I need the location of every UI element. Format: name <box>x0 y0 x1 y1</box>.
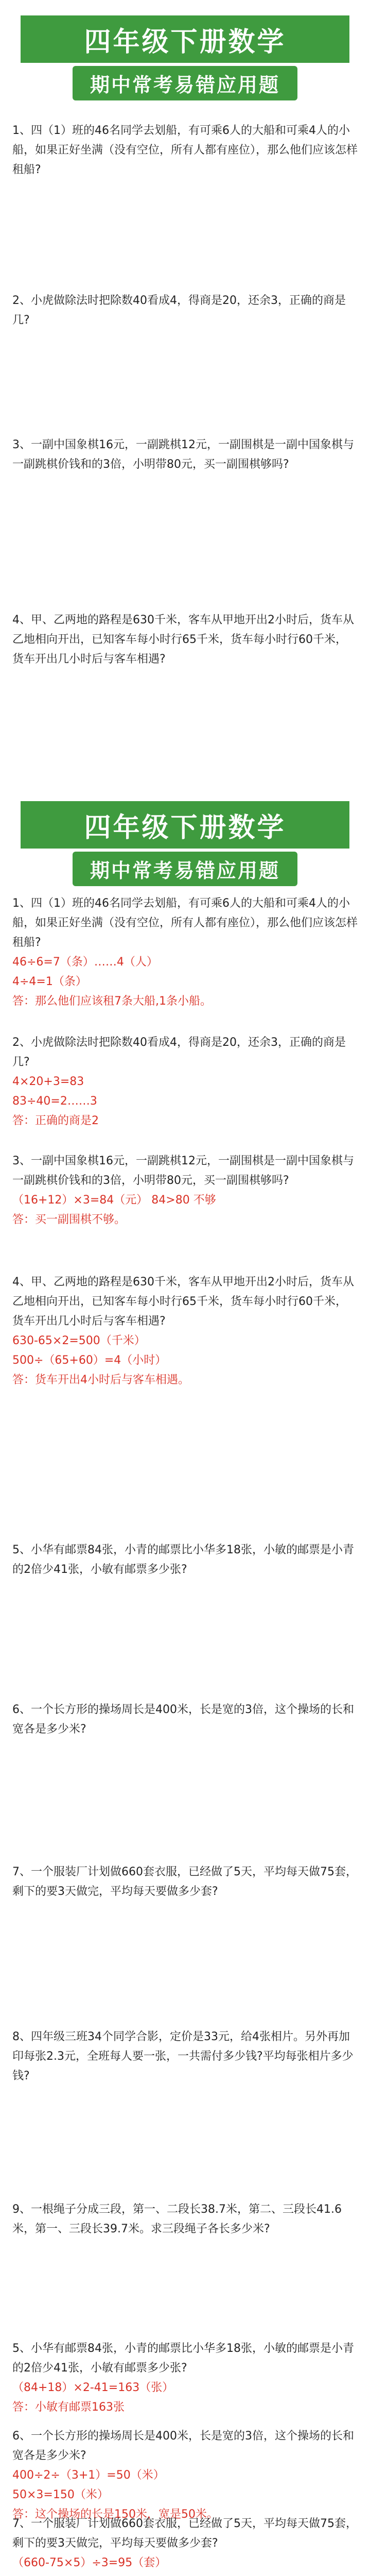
step: 400÷2÷（3+1）=50（米） <box>12 2469 165 2482</box>
answer-line: 答：这个操场的长是150米，宽是50米。 <box>12 2508 218 2521</box>
step: 4×20+3=83 <box>12 1075 84 1088</box>
answers-title: 四年级下册数学 <box>21 801 349 849</box>
step: 83÷40=2……3 <box>12 1095 97 1108</box>
step: 50×3=150（米） <box>12 2488 109 2501</box>
question-8: 8、四年级三班34个同学合影，定价是33元，给4张相片。另外再加印每张2.3元，全班每人要一张，一共需付多少钱?平均每张相片多少钱? <box>12 2030 354 2082</box>
question-9: 9、一根绳子分成三段，第一、二段长38.7米，第二、三段长41.6米，第一、三段长39.7米。求三段绳子各长多少米? <box>12 2203 342 2235</box>
question-4: 4、甲、乙两地的路程是630千米，客车从甲地开出2小时后，货车从乙地相向开出，已知客车每小时行65千米，货车每小时行60千米，货车开出几小时后与客车相遇? <box>12 614 354 666</box>
step: 46÷6=7（条）……4（人） <box>12 956 158 969</box>
answer-line: 答：正确的商是2 <box>12 1114 99 1127</box>
answer-line: 答：买一副围棋不够。 <box>12 1213 126 1226</box>
answer-line: 答：货车开出4小时后与客车相遇。 <box>12 1374 189 1386</box>
page-subtitle: 期中常考易错应用题 <box>73 66 297 100</box>
step: 500÷（65+60）=4（小时） <box>12 1354 167 1367</box>
question-5: 5、小华有邮票84张，小青的邮票比小华多18张，小敏的邮票是小青的2倍少41张，小敏有邮票多少张? <box>12 1544 354 1576</box>
banner-answers <box>21 801 349 889</box>
answer-line: 答：那么他们应该租7条大船,1条小船。 <box>12 995 212 1008</box>
answer-block-1: 1、四（1）班的46名同学去划船，有可乘6人的大船和可乘4人的小船，如果正好坐满（没有空位，所有人都有座位），那么他们应该怎样租船? 46÷6=7（条）……4（人） 4÷4=1（条） 答：那么他们应该租7条大船,1条小船。 <box>12 894 358 1011</box>
step: 630-65×2=500（千米） <box>12 1334 146 1347</box>
answer-block-3: 3、一副中国象棋16元，一副跳棋12元，一副围棋是一副中国象棋与一副跳棋价钱和的3倍，小明带80元，买一副围棋够吗? （16+12）×3=84（元） 84>80 不够 答：买一副围棋不够。 <box>12 1151 358 1230</box>
answer-block-5: 5、小华有邮票84张，小青的邮票比小华多18张，小敏的邮票是小青的2倍少41张，小敏有邮票多少张? （84+18）×2-41=163（张） 答：小敏有邮票163张 <box>12 2339 358 2417</box>
answer-line: 答：小敏有邮票163张 <box>12 2401 125 2414</box>
step: （660-75×5）÷3=95（套） <box>12 2556 167 2569</box>
answer-block-7: 7、一个服装厂计划做660套衣服，已经做了5天，平均每天做75套，剩下的要3天做完，平均每天要做多少套? （660-75×5）÷3=95（套） <box>12 2514 358 2576</box>
question-6: 6、一个长方形的操场周长是400米，长是宽的3倍，这个操场的长和宽各是多少米? <box>12 1703 354 1736</box>
answers-subtitle: 期中常考易错应用题 <box>73 852 297 886</box>
question-7: 7、一个服装厂计划做660套衣服，已经做了5天，平均每天做75套，剩下的要3天做完，平均每天要做多少套? <box>12 1866 357 1898</box>
question-1: 1、四（1）班的46名同学去划船，有可乘6人的大船和可乘4人的小船，如果正好坐满（没有空位，所有人都有座位），那么他们应该怎样租船? <box>12 124 358 176</box>
step: （84+18）×2-41=163（张） <box>12 2381 174 2394</box>
answer-block-2: 2、小虎做除法时把除数40看成4，得商是20，还余3，正确的商是几? 4×20+3=83 83÷40=2……3 答：正确的商是2 <box>12 1033 358 1131</box>
question-2: 2、小虎做除法时把除数40看成4，得商是20，还余3，正确的商是几? <box>12 294 346 327</box>
step: （16+12）×3=84（元） 84>80 不够 <box>12 1194 216 1207</box>
answer-block-4: 4、甲、乙两地的路程是630千米，客车从甲地开出2小时后，货车从乙地相向开出，已知客车每小时行65千米，货车每小时行60千米，货车开出几小时后与客车相遇? 630-65×2=500（千米） 500÷（65+60）=4（小时） 答：货车开出4小时后与客车相遇。 <box>12 1273 358 1390</box>
banner-top <box>21 15 349 103</box>
question-3: 3、一副中国象棋16元，一副跳棋12元，一副围棋是一副中国象棋与一副跳棋价钱和的3倍，小明带80元，买一副围棋够吗? <box>12 438 354 471</box>
step: 4÷4=1（条） <box>12 975 87 988</box>
answer-block-6: 6、一个长方形的操场周长是400米，长是宽的3倍，这个操场的长和宽各是多少米? 400÷2÷（3+1）=50（米） 50×3=150（米） 答：这个操场的长是150米，宽是50米。 <box>12 2427 358 2524</box>
answer-line <box>12 2573 358 2576</box>
page-title: 四年级下册数学 <box>21 15 349 63</box>
